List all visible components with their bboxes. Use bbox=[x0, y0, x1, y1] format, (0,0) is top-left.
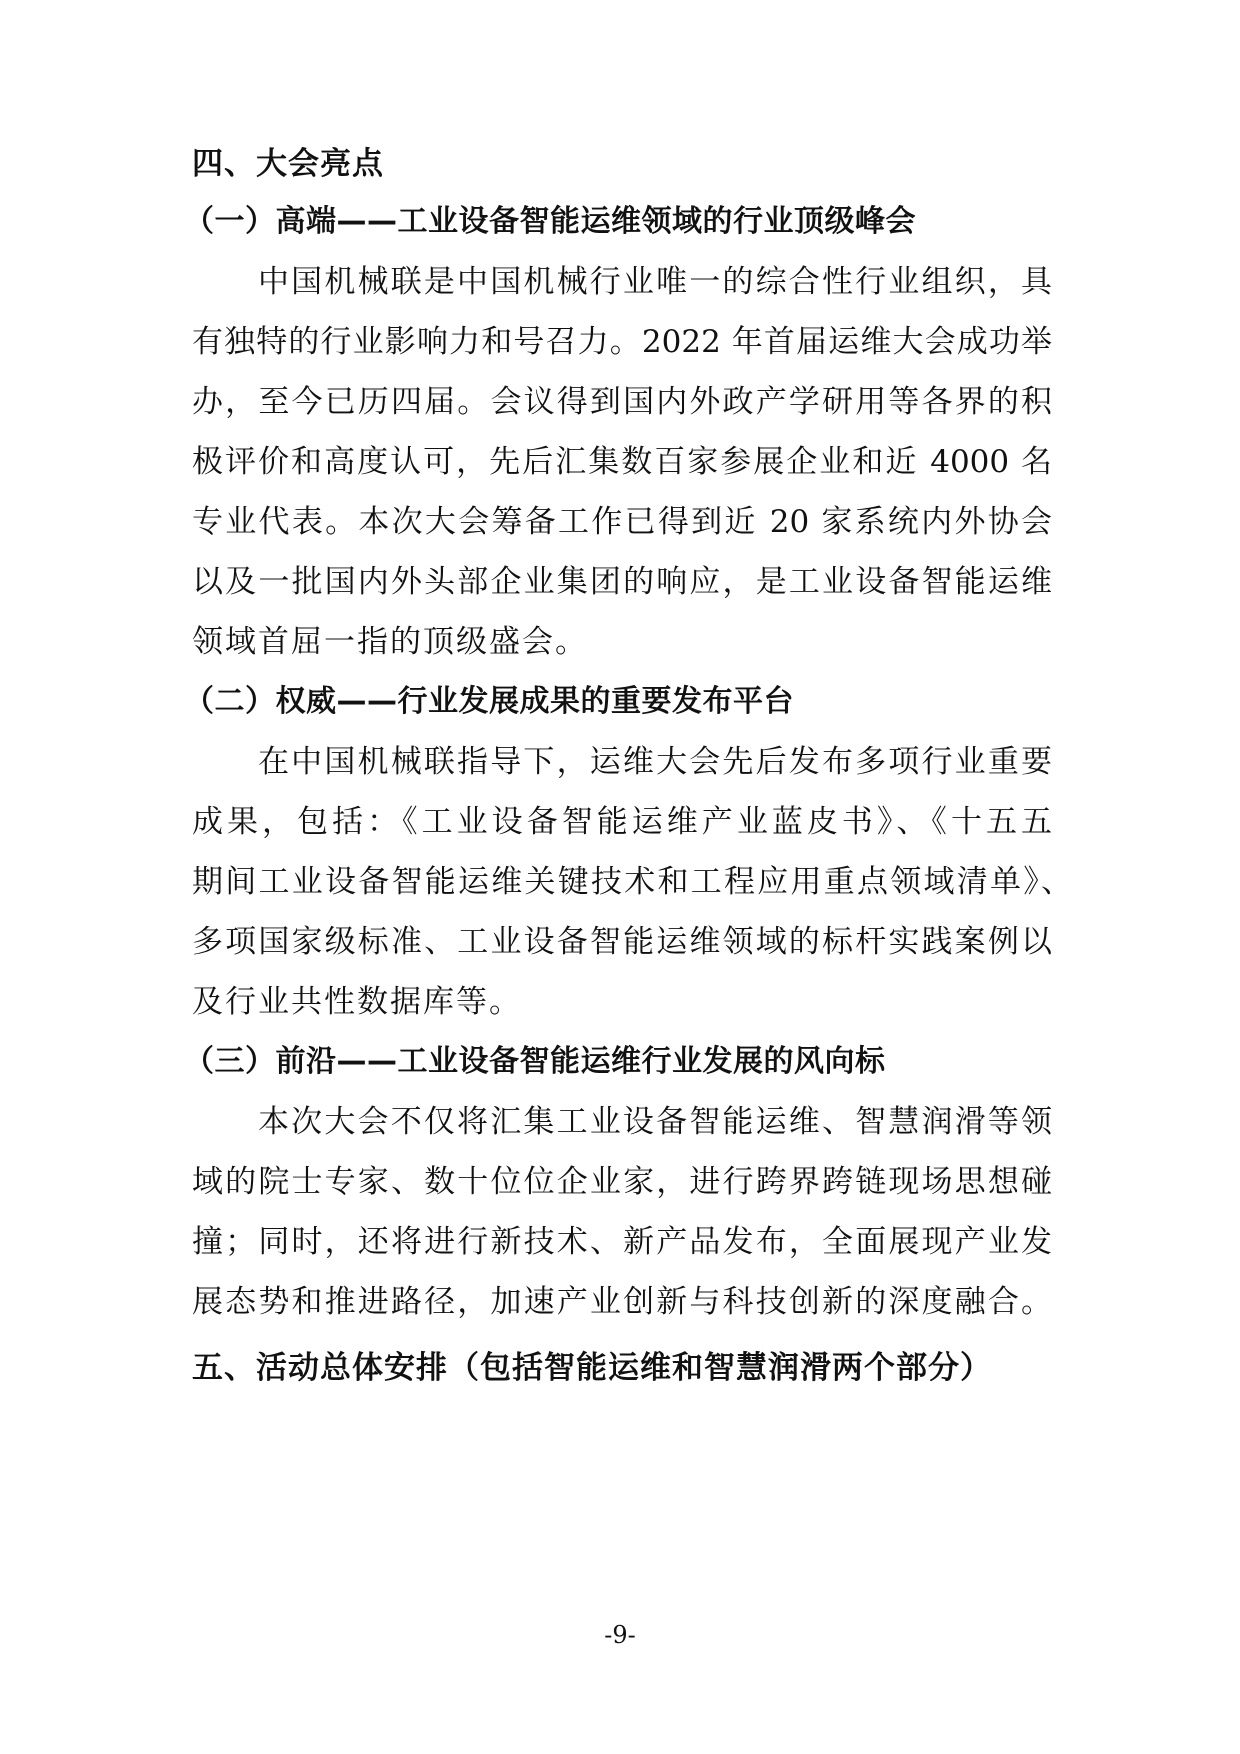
paragraph-3-line-3: 撞；同时，还将进行新技术、新产品发布，全面展现产业发 bbox=[192, 1224, 1052, 1260]
subsection-2-heading: （二）权威——行业发展成果的重要发布平台 bbox=[184, 684, 794, 719]
paragraph-3-line-2: 域的院士专家、数十位位企业家，进行跨界跨链现场思想碰 bbox=[192, 1164, 1052, 1200]
paragraph-2-line-4: 多项国家级标准、工业设备智能运维领域的标杆实践案例以 bbox=[192, 924, 1052, 960]
paragraph-3-line-4: 展态势和推进路径，加速产业创新与科技创新的深度融合。 bbox=[192, 1284, 1052, 1320]
section-5-title: 五、活动总体安排（包括智能运维和智慧润滑两个部分） bbox=[192, 1350, 992, 1386]
page-number: -9- bbox=[604, 1621, 636, 1649]
paragraph-2-line-1: 在中国机械联指导下，运维大会先后发布多项行业重要 bbox=[258, 744, 1052, 780]
paragraph-2-line-5: 及行业共性数据库等。 bbox=[192, 984, 522, 1020]
paragraph-1-line-7: 领域首屈一指的顶级盛会。 bbox=[192, 624, 588, 660]
paragraph-2-line-3: 期间工业设备智能运维关键技术和工程应用重点领域清单》、 bbox=[192, 864, 1072, 900]
paragraph-2-line-2: 成果，包括：《工业设备智能运维产业蓝皮书》、《十五五 bbox=[192, 804, 1052, 840]
paragraph-1-line-4: 极评价和高度认可，先后汇集数百家参展企业和近 4000 名 bbox=[192, 444, 1052, 480]
section-4-title: 四、大会亮点 bbox=[192, 146, 384, 182]
paragraph-3-line-1: 本次大会不仅将汇集工业设备智能运维、智慧润滑等领 bbox=[258, 1104, 1052, 1140]
subsection-3-heading: （三）前沿——工业设备智能运维行业发展的风向标 bbox=[184, 1044, 886, 1079]
paragraph-1-line-1: 中国机械联是中国机械行业唯一的综合性行业组织，具 bbox=[258, 264, 1052, 300]
paragraph-1-line-3: 办，至今已历四届。会议得到国内外政产学研用等各界的积 bbox=[192, 384, 1052, 420]
paragraph-1-line-5: 专业代表。本次大会筹备工作已得到近 20 家系统内外协会 bbox=[192, 504, 1052, 540]
paragraph-1-line-2: 有独特的行业影响力和号召力。2022 年首届运维大会成功举 bbox=[192, 324, 1052, 360]
paragraph-1-line-6: 以及一批国内外头部企业集团的响应，是工业设备智能运维 bbox=[192, 564, 1052, 600]
subsection-1-heading: （一）高端——工业设备智能运维领域的行业顶级峰会 bbox=[184, 204, 916, 239]
